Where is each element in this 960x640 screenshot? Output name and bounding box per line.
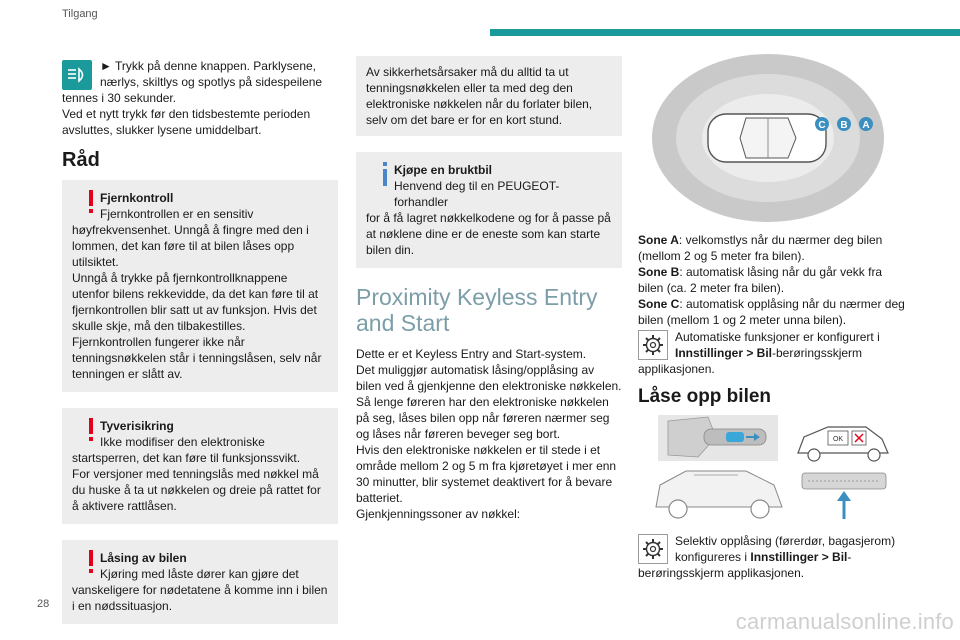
unlock-illustrations <box>638 415 904 523</box>
lights-line-5: avsluttes, slukker lysene umiddelbart. <box>62 123 262 137</box>
warning-line-1: Ikke modifiser den elektroniske <box>100 435 265 449</box>
info-line-1: Henvend deg til en PEUGEOT-forhandler <box>394 179 560 209</box>
warning-line-1: Kjøring med låste dører kan gjøre det <box>100 567 299 581</box>
lights-line-1: ► Trykk på denne knappen. Parklysene, <box>100 59 316 73</box>
warning-exclamation-icon <box>88 550 94 574</box>
warning-box-locking <box>62 540 338 624</box>
door-handle-hand-illustration <box>658 415 778 461</box>
zone-c-marker: C <box>818 120 826 131</box>
column-middle <box>356 56 622 522</box>
lights-line-3: tennes i 30 sekunder. <box>62 91 177 105</box>
settings-gear-icon <box>638 330 668 360</box>
section-heading-keyless: Proximity Keyless Entry and Start <box>356 284 598 336</box>
warning-text: vanskeligere for nødetatene å komme inn i bilen i en nødssituasjon. <box>72 583 328 613</box>
info-text: for å få lagret nøkkelkodene og for å passe på at nøklene dine er de eneste som kan starte bilen din. <box>366 211 611 257</box>
selective-line-2: konfigureres i Innstillinger > Bil- <box>675 550 852 564</box>
zone-a-marker: A <box>862 120 870 131</box>
safety-box <box>356 56 622 136</box>
info-icon <box>382 162 388 186</box>
tailgate-button-illustration <box>802 473 886 519</box>
zone-markers <box>815 117 873 131</box>
car-top-view <box>708 114 826 162</box>
selective-line-3: berøringsskjerm applikasjonen. <box>638 566 805 580</box>
selective-unlock-note <box>638 533 906 581</box>
auto-line-2: Innstillinger > Bil-berøringsskjerm <box>675 346 863 360</box>
auto-line-1: Automatiske funksjoner er konfigurert i <box>675 330 880 344</box>
warning-line-1: Fjernkontrollen er en sensitiv <box>100 207 254 221</box>
header-accent-bar <box>490 29 960 36</box>
warning-text: høyfrekvensenhet. Unngå å fingre med den i lommen, det kan føre til at bilen låses opp utilsiktet. Unngå å trykke på fjernkontrollknappene utenfor bilens rekkevidde, da det kan føre til at fjernkontrollen blir satt ut av funksjon. Hvis det skulle skje, må den tilbakestilles. Fjernkontrollen fungerer ikke når tenningsnøkkelen står i tenningslåsen, selv når tenningen er slått av. <box>72 223 322 381</box>
warning-exclamation-icon <box>88 418 94 442</box>
warning-title: Låsing av bilen <box>100 551 187 565</box>
unlock-heading: Låse opp bilen <box>638 386 772 407</box>
running-header: Tilgang <box>62 8 98 20</box>
auto-functions-note <box>638 329 906 377</box>
zone-b-description: Sone B: automatisk låsing når du går vekk fra bilen (ca. 2 meter fra bilen). <box>638 265 883 295</box>
settings-gear-icon <box>638 534 668 564</box>
lights-paragraph <box>62 58 338 138</box>
safety-text: Av sikkerhetsårsaker må du alltid ta ut tenningsnøkkelen eller ta med deg den elektroniske nøkkelen når du forlater bilen, selv om det bare er for en kort stund. <box>366 65 593 127</box>
car-side-ok-illustration <box>798 427 888 461</box>
zone-c-description: Sone C: automatisk opplåsing når du nærmer deg bilen (mellom 1 og 2 meter unna bilen). <box>638 297 905 327</box>
warning-box-immobiliser <box>62 408 338 524</box>
warning-title: Tyverisikring <box>100 419 174 433</box>
detection-zones-diagram <box>650 52 890 224</box>
page-number: 28 <box>37 598 50 610</box>
lights-line-4: Ved et nytt trykk før den tidsbestemte perioden <box>62 107 311 121</box>
lights-line-2: nærlys, skiltlys og spotlys på sidespeilene <box>100 75 323 89</box>
warning-exclamation-icon <box>88 190 94 214</box>
auto-line-3: applikasjonen. <box>638 362 715 376</box>
zone-descriptions <box>638 232 906 328</box>
info-title: Kjøpe en bruktbil <box>394 163 493 177</box>
warning-text: startsperren, det kan føre til funksjonssvikt. For versjoner med tenningslås med nøkkel må du huske å ta ut nøkkelen og dreie på rattet for å aktivere rattlåsen. <box>72 451 321 513</box>
ok-indicator: OK <box>832 436 844 443</box>
watermark: carmanualsonline.info <box>735 609 954 634</box>
warning-box-remote <box>62 180 338 392</box>
zone-b-marker: B <box>840 120 848 131</box>
info-box-used-car <box>356 152 622 268</box>
selective-line-1: Selektiv opplåsing (førerdør, bagasjerom) <box>675 534 896 548</box>
warning-title: Fjernkontroll <box>100 191 174 205</box>
lights-icon <box>62 60 92 90</box>
zone-a-description: Sone A: velkomstlys når du nærmer deg bilen (mellom 2 og 5 meter fra bilen). <box>638 233 883 263</box>
column-left <box>62 58 338 640</box>
keyless-description: Dette er et Keyless Entry and Start-system. Det muliggjør automatisk låsing/opplåsing av bilen ved å gjenkjenne den elektroniske nøkkelen. Så lenge føreren har den elektroniske nøkkelen på seg, låses bilen opp når føreren nærmer seg og låses når føreren beveger seg bort. Hvis den elektroniske nøkkelen er til stede i et område mellom 2 og 5 m fra kjøretøyet i mer enn 30 minutter, blir systemet deaktivert for å bevare batteriet. Gjenkjenningssoner av nøkkel: <box>356 347 622 521</box>
car-rear-illustration <box>656 471 782 518</box>
advice-heading: Råd <box>62 149 100 171</box>
column-right <box>638 52 906 581</box>
